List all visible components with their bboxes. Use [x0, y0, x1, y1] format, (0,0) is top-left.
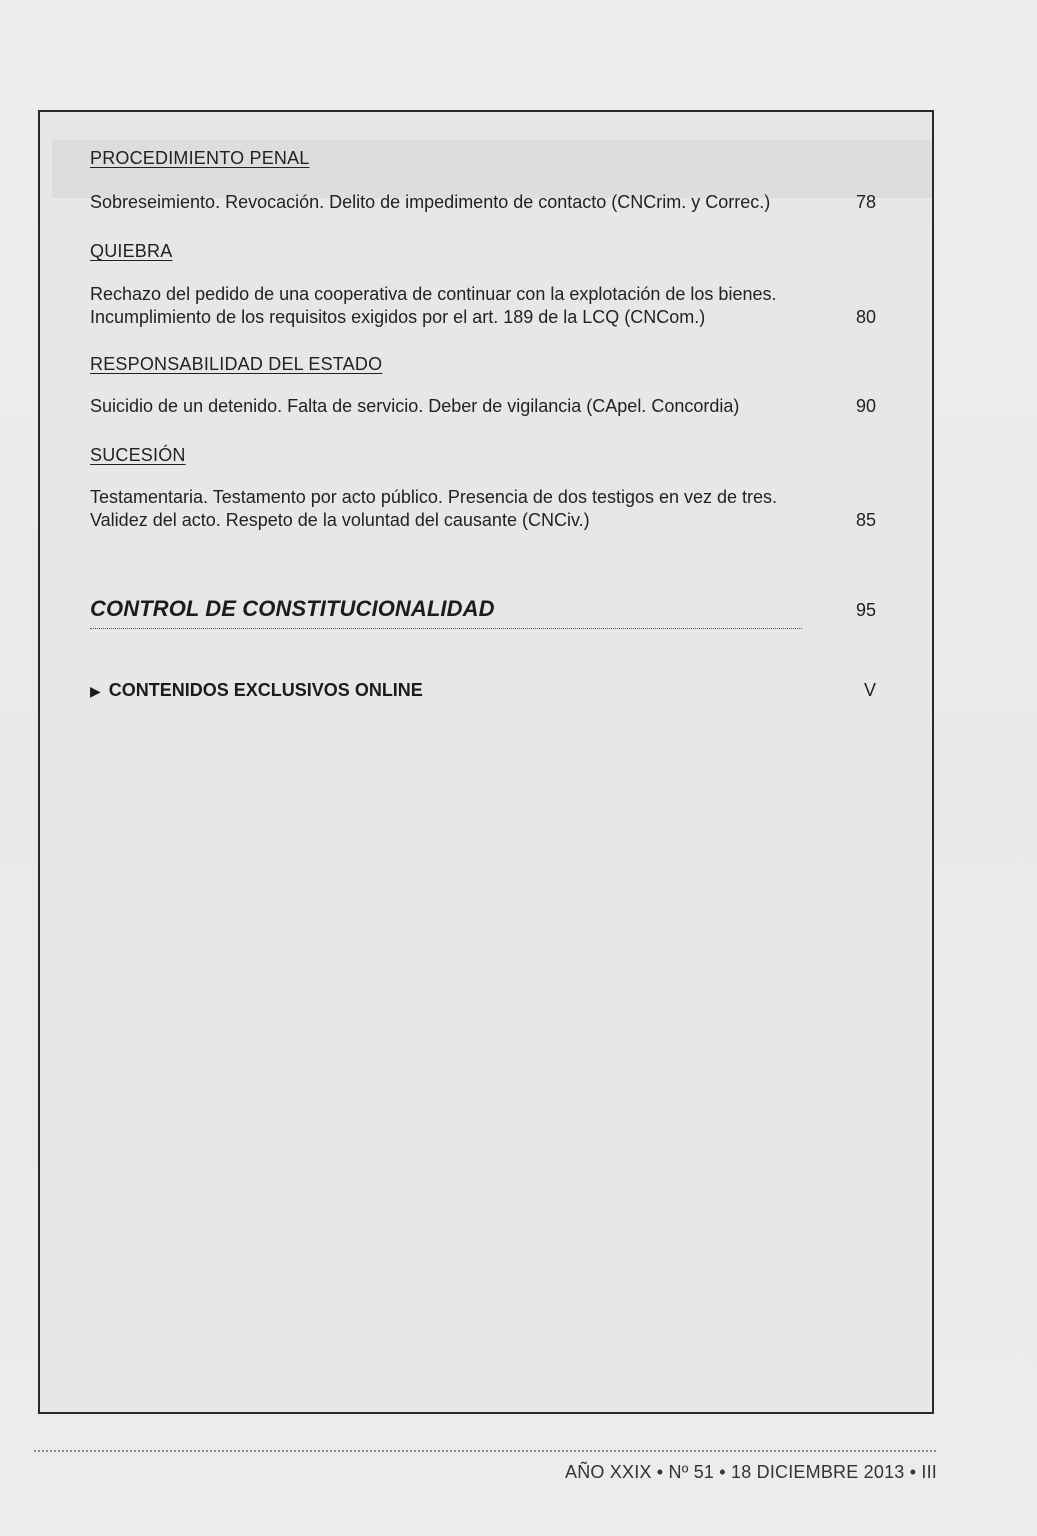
control-title: CONTROL DE CONSTITUCIONALIDAD: [90, 596, 802, 629]
entry-text-line-2: Validez del acto. Respeto de la voluntad del causante (CNCiv.): [90, 510, 590, 530]
section-procedimiento-penal: [90, 148, 876, 214]
section-responsabilidad-del-estado: [90, 354, 876, 418]
online-page-number: V: [863, 680, 876, 700]
section-heading: PROCEDIMIENTO PENAL: [90, 148, 310, 168]
section-quiebra: [90, 241, 876, 329]
index-entry: [90, 486, 876, 532]
section-heading: RESPONSABILIDAD DEL ESTADO: [90, 354, 383, 374]
play-arrow-icon: ▶: [90, 683, 101, 699]
index-frame: [38, 110, 934, 1414]
section-heading: QUIEBRA: [90, 241, 173, 261]
entry-text: Suicidio de un detenido. Falta de servicio. Deber de vigilancia (CApel. Concordia): [90, 396, 740, 416]
entry-text-line-2: Incumplimiento de los requisitos exigidos por el art. 189 de la LCQ (CNCom.): [90, 307, 706, 327]
entry-text: Sobreseimiento. Revocación. Delito de impedimento de contacto (CNCrim. y Correc.): [90, 192, 771, 212]
entry-page-number: 78: [855, 192, 876, 212]
online-contents-entry: [90, 680, 876, 706]
footer-divider: [34, 1450, 936, 1452]
online-label: CONTENIDOS EXCLUSIVOS ONLINE: [108, 680, 423, 700]
entry-text-line-1: Testamentaria. Testamento por acto público. Presencia de dos testigos en vez de tres.: [90, 487, 778, 507]
section-heading: SUCESIÓN: [90, 445, 186, 465]
entry-page-number: 80: [855, 307, 876, 327]
index-entry: [90, 191, 876, 214]
entry-page-number: 90: [855, 396, 876, 416]
control-page-number: 95: [855, 600, 876, 620]
index-entry: [90, 283, 876, 329]
control-constitucionalidad-entry: [90, 596, 876, 632]
section-sucesion: [90, 445, 876, 532]
page-footer: AÑO XXIX • Nº 51 • 18 DICIEMBRE 2013 • III: [564, 1462, 937, 1482]
index-entry: [90, 395, 876, 418]
entry-text-line-1: Rechazo del pedido de una cooperativa de continuar con la explotación de los bienes.: [90, 284, 777, 304]
entry-page-number: 85: [855, 510, 876, 530]
